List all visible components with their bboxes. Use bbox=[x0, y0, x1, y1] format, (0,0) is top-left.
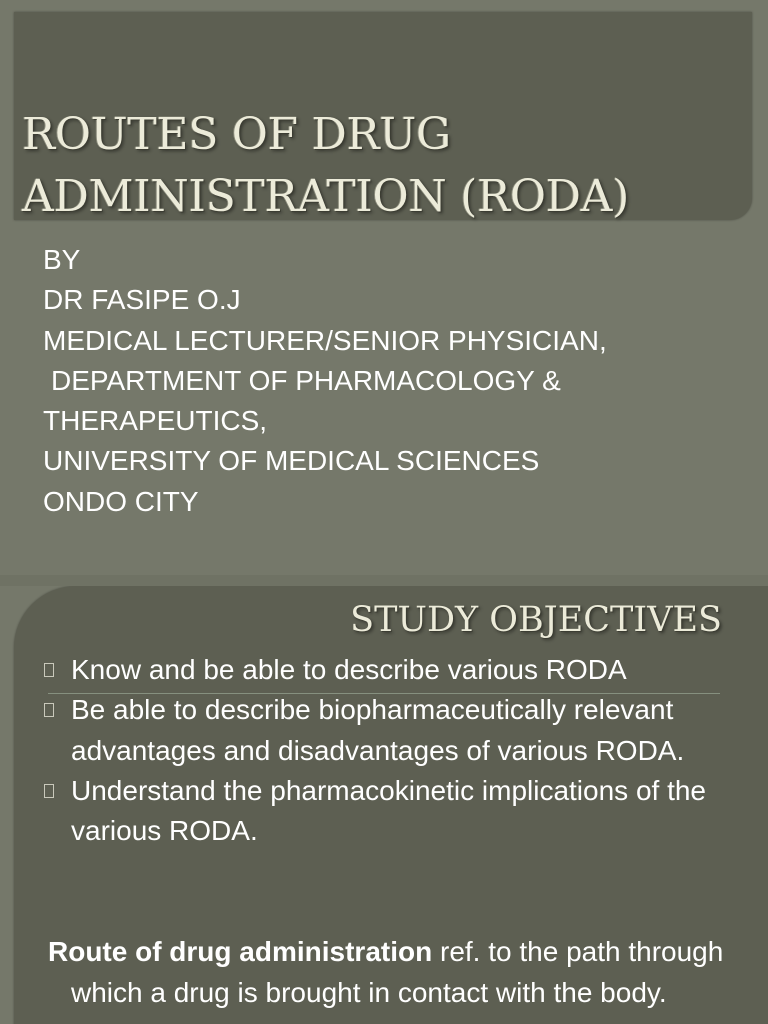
bullet-icon bbox=[44, 663, 54, 677]
title-line: ROUTES OF DRUG bbox=[22, 109, 451, 160]
author-line: DR FASIPE O.J bbox=[43, 284, 241, 316]
title-line: ADMINISTRATION (RODA) bbox=[22, 171, 629, 222]
author-line: UNIVERSITY OF MEDICAL SCIENCES bbox=[43, 445, 540, 477]
author-line: DEPARTMENT OF PHARMACOLOGY & bbox=[51, 364, 561, 396]
objectives-list bbox=[44, 650, 744, 851]
bullet-icon bbox=[44, 784, 54, 798]
objective-text: Know and be able to describe various RODA bbox=[71, 654, 627, 685]
author-block bbox=[43, 240, 607, 522]
list-item bbox=[44, 690, 744, 771]
objective-text: Understand the pharmacokinetic implications of the various RODA. bbox=[71, 774, 707, 847]
list-item bbox=[44, 771, 744, 852]
definition-paragraph bbox=[48, 932, 761, 1013]
author-line: THERAPEUTICS, bbox=[43, 405, 268, 437]
definition-text: ref. to the path through which a drug is brought in contact with the body. bbox=[71, 936, 724, 1008]
author-line: BY bbox=[43, 244, 81, 275]
bullet-icon bbox=[44, 703, 54, 717]
author-line: MEDICAL LECTURER/SENIOR PHYSICIAN, bbox=[43, 324, 607, 356]
divider bbox=[48, 693, 720, 694]
objective-text: Be able to describe biopharmaceutically relevant advantages and disadvantages of various RODA. bbox=[71, 694, 685, 766]
objectives-heading: STUDY OBJECTIVES bbox=[350, 600, 722, 640]
slide-title bbox=[22, 104, 629, 228]
author-line: ONDO CITY bbox=[43, 485, 199, 517]
objectives-slide bbox=[0, 586, 768, 1024]
list-item bbox=[44, 650, 744, 690]
definition-term: Route of drug administration bbox=[48, 936, 433, 967]
